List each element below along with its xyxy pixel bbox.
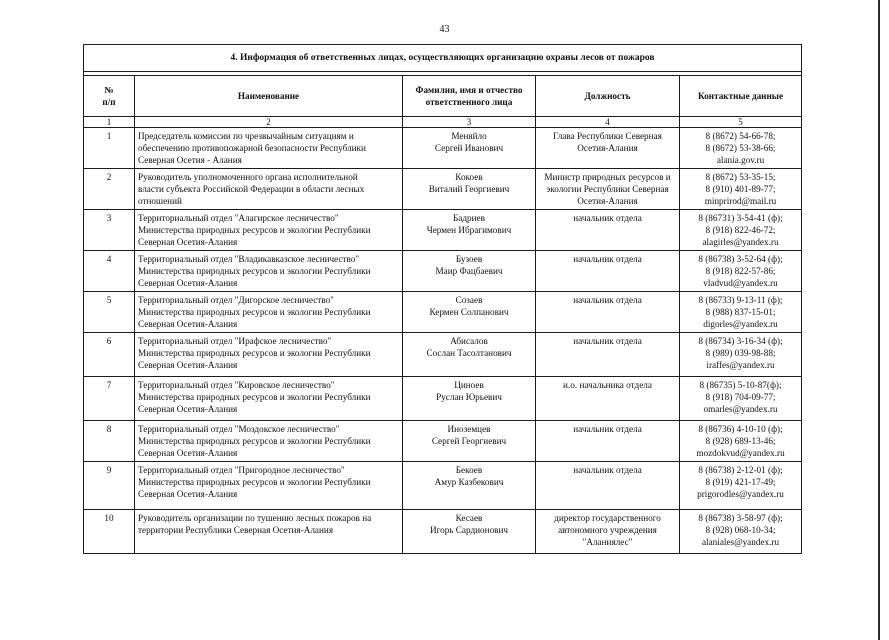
row-organization-name-line: Руководитель организации по тушению лесных пожаров на	[138, 513, 372, 523]
row-position	[536, 210, 680, 251]
row-organization-name-line: Территориальный отдел "Владикавказское лесничество"	[138, 254, 360, 264]
header-num-line: п/п	[102, 97, 116, 107]
row-responsible-person	[403, 210, 536, 251]
row-contacts-line: omarles@yandex.ru	[703, 404, 778, 414]
row-organization-name-line: Территориальный отдел "Алагирское лесничество"	[138, 213, 339, 223]
row-contacts-line: 8 (928) 689-13-46;	[705, 436, 776, 446]
page-edge-line	[878, 0, 880, 640]
row-responsible-person	[403, 421, 536, 462]
row-number: 2	[84, 169, 135, 210]
row-organization-name-line: Министерства природных ресурсов и экологии Республики	[138, 392, 371, 402]
row-responsible-person-line: Бекоев	[455, 465, 483, 475]
row-organization-name-line: Территориальный отдел "Моздокское лесничество"	[138, 424, 340, 434]
row-position-line: и.о. начальника отдела	[563, 380, 652, 390]
row-number: 9	[84, 462, 135, 510]
row-contacts	[680, 421, 802, 462]
row-contacts-line: 8 (910) 401-89-77;	[705, 184, 776, 194]
column-numbers-row	[84, 117, 802, 128]
row-organization-name-line: Северная Осетия-Алания	[138, 237, 238, 247]
table-row	[84, 510, 802, 554]
row-organization-name-line: обеспечению противопожарной безопасности Республики	[138, 143, 366, 153]
row-responsible-person-line: Циноев	[454, 380, 484, 390]
row-contacts-line: alaniales@yandex.ru	[701, 537, 780, 547]
row-position	[536, 251, 680, 292]
row-contacts-line: 8 (86738) 3-52-64 (ф);	[698, 254, 783, 264]
row-organization-name	[135, 421, 403, 462]
row-organization-name-line: Северная Осетия-Алания	[138, 489, 238, 499]
row-organization-name-line: Министерства природных ресурсов и экологии Республики	[138, 225, 371, 235]
row-responsible-person-line: Бадриев	[453, 213, 485, 223]
row-contacts-line: iraffes@yandex.ru	[706, 360, 775, 370]
table-row	[84, 333, 802, 377]
row-contacts-line: 8 (86733) 9-13-11 (ф);	[698, 295, 783, 305]
row-contacts	[680, 462, 802, 510]
header-contacts: Контактные данные	[680, 76, 802, 117]
row-organization-name	[135, 292, 403, 333]
row-contacts-line: 8 (919) 421-17-49;	[705, 477, 776, 487]
column-number: 2	[135, 117, 403, 128]
row-position-line: начальник отдела	[573, 336, 642, 346]
row-organization-name-line: Территориальный отдел "Дигорское лесничество"	[138, 295, 334, 305]
row-responsible-person	[403, 128, 536, 169]
row-position-line: Глава Республики Северная	[553, 131, 662, 141]
header-person	[403, 76, 536, 117]
row-position-line: директор государственного	[554, 513, 661, 523]
row-contacts-line: alagirles@yandex.ru	[702, 237, 779, 247]
row-number: 1	[84, 128, 135, 169]
row-responsible-person-line: Сергей Георгиевич	[431, 436, 507, 446]
row-contacts-line: digorles@yandex.ru	[703, 319, 778, 329]
row-responsible-person	[403, 333, 536, 377]
table-row	[84, 421, 802, 462]
row-organization-name-line: Северная Осетия-Алания	[138, 448, 238, 458]
row-position-line: начальник отдела	[573, 254, 642, 264]
row-contacts	[680, 128, 802, 169]
row-responsible-person-line: Чермен Ибрагимович	[426, 225, 512, 235]
row-responsible-person	[403, 510, 536, 554]
row-contacts-line: mozdokvud@yandex.ru	[696, 448, 785, 458]
row-number: 4	[84, 251, 135, 292]
row-position	[536, 462, 680, 510]
row-number: 6	[84, 333, 135, 377]
row-responsible-person-line: Виталий Георгиевич	[428, 184, 510, 194]
row-organization-name-line: Северная Осетия-Алания	[138, 278, 238, 288]
row-contacts-line: vladvud@yandex.ru	[703, 278, 778, 288]
row-organization-name	[135, 462, 403, 510]
row-contacts-line: 8 (86731) 3-54-41 (ф);	[698, 213, 783, 223]
row-contacts	[680, 210, 802, 251]
header-row	[84, 76, 802, 117]
table-row	[84, 210, 802, 251]
row-position	[536, 377, 680, 421]
row-responsible-person-line: Руслан Юрьевич	[436, 392, 502, 402]
row-position	[536, 292, 680, 333]
row-contacts	[680, 377, 802, 421]
row-position	[536, 169, 680, 210]
row-responsible-person	[403, 377, 536, 421]
row-responsible-person	[403, 292, 536, 333]
row-responsible-person-line: Маир Фацбаевич	[435, 266, 503, 276]
row-organization-name	[135, 377, 403, 421]
row-contacts-line: 8 (989) 039-98-88;	[705, 348, 776, 358]
row-position-line: автономного учреждения	[558, 525, 657, 535]
header-name: Наименование	[135, 76, 403, 117]
row-position-line: Министр природных ресурсов и	[544, 172, 671, 182]
responsible-persons-table	[83, 44, 802, 554]
row-responsible-person-line: Кермен Солпанович	[429, 307, 509, 317]
table-row	[84, 169, 802, 210]
row-responsible-person-line: Сергей Иванович	[434, 143, 504, 153]
row-contacts	[680, 292, 802, 333]
table-title-row	[84, 45, 802, 72]
row-responsible-person-line: Бузоев	[455, 254, 483, 264]
row-organization-name-line: Территориальный отдел "Кировское лесничество"	[138, 380, 335, 390]
row-organization-name	[135, 333, 403, 377]
table-row	[84, 292, 802, 333]
row-organization-name-line: Министерства природных ресурсов и экологии Республики	[138, 477, 371, 487]
column-number: 1	[84, 117, 135, 128]
row-organization-name-line: Северная Осетия-Алания	[138, 360, 238, 370]
row-organization-name-line: Министерства природных ресурсов и экологии Республики	[138, 307, 371, 317]
row-responsible-person-line: Меняйло	[451, 131, 487, 141]
row-contacts-line: 8 (86738) 2-12-01 (ф);	[698, 465, 783, 475]
row-organization-name	[135, 128, 403, 169]
table-title: 4. Информация об ответственных лицах, осуществляющих организацию охраны лесов от пожаров	[84, 45, 802, 72]
row-organization-name-line: территории Республики Северная Осетия-Алания	[138, 525, 334, 535]
row-contacts	[680, 333, 802, 377]
row-organization-name-line: Территориальный отдел "Ирафское лесничество"	[138, 336, 332, 346]
row-position-line: экологии Республики Северная	[546, 184, 669, 194]
row-organization-name	[135, 210, 403, 251]
row-position-line: Осетия-Алания	[577, 143, 638, 153]
row-organization-name	[135, 251, 403, 292]
header-num	[84, 76, 135, 117]
row-contacts-line: prigorodles@yandex.ru	[697, 489, 784, 499]
row-position	[536, 128, 680, 169]
row-contacts-line: minprirod@mail.ru	[704, 196, 777, 206]
row-contacts	[680, 169, 802, 210]
header-position: Должность	[536, 76, 680, 117]
row-position	[536, 333, 680, 377]
row-contacts-line: 8 (8672) 54-66-78;	[705, 131, 776, 141]
row-number: 8	[84, 421, 135, 462]
row-number: 3	[84, 210, 135, 251]
row-responsible-person	[403, 462, 536, 510]
row-position-line: "Аланиялес"	[582, 537, 633, 547]
row-position-line: начальник отдела	[573, 213, 642, 223]
row-responsible-person-line: Сослан Тасолтанович	[426, 348, 512, 358]
row-responsible-person	[403, 169, 536, 210]
row-contacts-line: 8 (928) 068-10-34;	[705, 525, 776, 535]
row-number: 7	[84, 377, 135, 421]
row-position	[536, 421, 680, 462]
row-contacts	[680, 510, 802, 554]
row-contacts-line: 8 (86738) 3-58-97 (ф);	[698, 513, 783, 523]
row-organization-name-line: Министерства природных ресурсов и экологии Республики	[138, 348, 371, 358]
column-number: 4	[536, 117, 680, 128]
row-responsible-person-line: Кокоев	[455, 172, 483, 182]
row-contacts-line: 8 (86734) 3-16-34 (ф);	[698, 336, 783, 346]
row-position-line: начальник отдела	[573, 295, 642, 305]
row-responsible-person-line: Игорь Сардионович	[429, 525, 509, 535]
row-contacts-line: alania.gov.ru	[716, 155, 765, 165]
row-organization-name-line: Северная Осетия-Алания	[138, 404, 238, 414]
row-contacts-line: 8 (918) 704-09-77;	[705, 392, 776, 402]
row-contacts-line: 8 (8672) 53-38-66;	[705, 143, 776, 153]
page-number: 43	[439, 24, 450, 35]
row-responsible-person-line: Созаев	[455, 295, 483, 305]
row-organization-name-line: Территориальный отдел "Пригородное лесничество"	[138, 465, 345, 475]
row-responsible-person-line: Абисалов	[450, 336, 488, 346]
column-number: 3	[403, 117, 536, 128]
row-position-line: начальник отдела	[573, 465, 642, 475]
header-person-line: Фамилия, имя и отчество	[415, 85, 523, 95]
table-row	[84, 251, 802, 292]
header-num-line: №	[104, 85, 114, 95]
table-row	[84, 128, 802, 169]
row-organization-name	[135, 510, 403, 554]
row-responsible-person	[403, 251, 536, 292]
row-contacts-line: 8 (86736) 4-10-10 (ф);	[698, 424, 783, 434]
row-responsible-person-line: Кесаев	[455, 513, 483, 523]
row-organization-name-line: отношений	[138, 196, 182, 206]
row-organization-name-line: Северная Осетия - Алания	[138, 155, 242, 165]
row-position-line: начальник отдела	[573, 424, 642, 434]
row-organization-name-line: Министерства природных ресурсов и экологии Республики	[138, 266, 371, 276]
row-responsible-person-line: Амур Казбекович	[434, 477, 504, 487]
row-organization-name-line: Руководитель уполномоченного органа исполнительной	[138, 172, 358, 182]
row-position-line: Осетия-Алания	[577, 196, 638, 206]
row-contacts-line: 8 (8672) 53-35-15;	[705, 172, 776, 182]
header-person-line: ответственного лица	[425, 97, 513, 107]
row-contacts	[680, 251, 802, 292]
row-responsible-person-line: Иноземцев	[447, 424, 491, 434]
row-organization-name-line: Председатель комиссии по чрезвычайным ситуациям и	[138, 131, 354, 141]
row-contacts-line: 8 (918) 822-57-86;	[705, 266, 776, 276]
row-position	[536, 510, 680, 554]
row-contacts-line: 8 (918) 822-46-72;	[705, 225, 776, 235]
row-organization-name-line: власти субъекта Российской Федерации в области лесных	[138, 184, 365, 194]
column-number: 5	[680, 117, 802, 128]
row-number: 10	[84, 510, 135, 554]
row-organization-name-line: Северная Осетия-Алания	[138, 319, 238, 329]
row-organization-name	[135, 169, 403, 210]
row-contacts-line: 8 (988) 837-15-01;	[705, 307, 776, 317]
row-organization-name-line: Министерства природных ресурсов и экологии Республики	[138, 436, 371, 446]
row-number: 5	[84, 292, 135, 333]
table-row	[84, 462, 802, 510]
table-row	[84, 377, 802, 421]
row-contacts-line: 8 (86735) 5-10-87(ф);	[699, 380, 782, 390]
